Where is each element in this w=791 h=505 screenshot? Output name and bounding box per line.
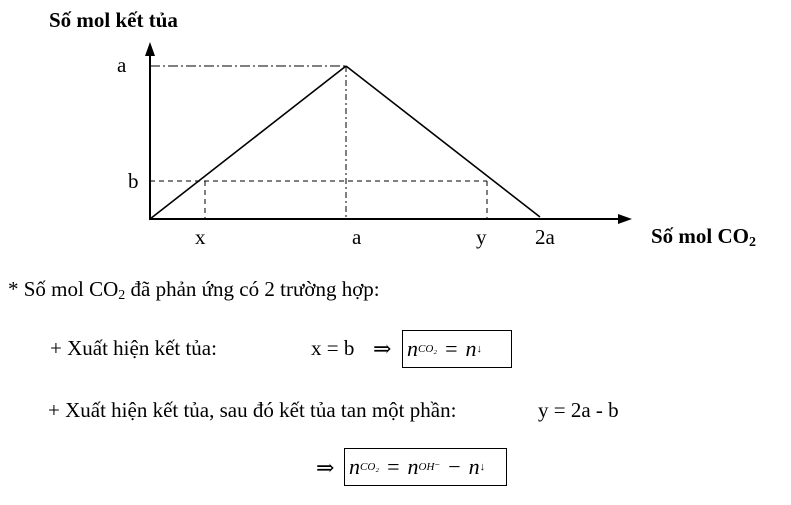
case1-n-sub: CO₂ [418, 342, 438, 355]
x-tick-y: y [476, 225, 487, 249]
case2-rhs-sub: ↓ [479, 460, 486, 473]
x-axis-label-sub: 2 [749, 235, 757, 250]
rising-segment [150, 66, 346, 219]
case1-n: n [407, 336, 418, 361]
case2-n-oh-sub: OH⁻ [418, 460, 441, 473]
case2-implies-arrow: ⇒ [316, 455, 335, 480]
y-tick-a: a [117, 53, 127, 77]
falling-segment [346, 66, 540, 217]
x-tick-2a: 2a [535, 225, 555, 249]
case2-rhs: n [468, 454, 480, 479]
case2-n-sub: CO₂ [360, 460, 380, 473]
case1-label: + Xuất hiện kết tủa: [50, 336, 217, 360]
case1-formula-box [402, 330, 512, 368]
case2-label: + Xuất hiện kết tủa, sau đó kết tủa tan một phần: [48, 398, 457, 422]
case2-equation: y = 2a - b [538, 398, 619, 422]
y-tick-b: b [128, 169, 139, 193]
x-tick-x: x [195, 225, 206, 249]
case2-formula-box [344, 448, 507, 486]
case1-rhs-sub: ↓ [476, 342, 483, 355]
intro-rest: đã phản ứng có 2 trường hợp: [125, 277, 380, 301]
intro-sub: 2 [118, 288, 126, 303]
case2-minus: − [448, 454, 461, 479]
case2-n: n [349, 454, 360, 479]
case2-equals: = [387, 454, 400, 479]
case1-equation: x = b [311, 336, 355, 360]
case1-implies-arrow: ⇒ [373, 336, 392, 361]
intro-main: * Số mol CO [8, 277, 119, 301]
case1-rhs: n [465, 336, 477, 361]
x-axis-label [651, 224, 756, 251]
x-tick-a: a [352, 225, 362, 249]
y-axis-label: Số mol kết tủa [49, 8, 178, 32]
case2-n-oh: n [407, 454, 419, 479]
x-axis-label-main: Số mol CO [651, 224, 750, 248]
x-axis-arrow [618, 214, 632, 224]
y-axis-arrow [145, 42, 155, 56]
case1-equals: = [445, 336, 458, 361]
intro-line [8, 277, 380, 304]
